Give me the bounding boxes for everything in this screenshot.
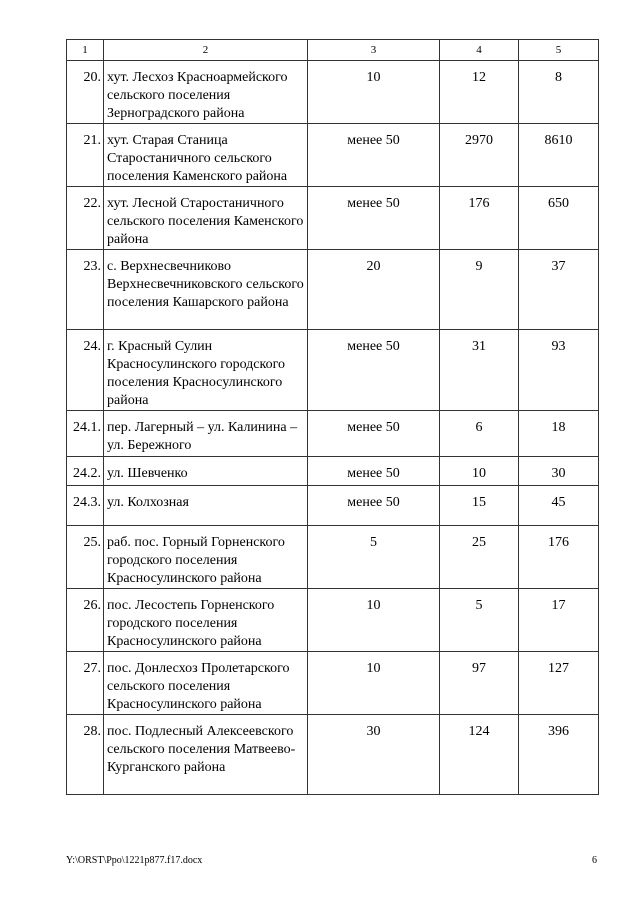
row-number: 23. [67, 250, 104, 330]
row-col-3: менее 50 [308, 486, 440, 526]
header-col-2: 2 [104, 40, 308, 61]
row-col-4: 6 [440, 411, 519, 457]
row-number: 28. [67, 715, 104, 795]
row-col-3: 5 [308, 526, 440, 589]
table-row [67, 411, 599, 457]
table-header-row [67, 40, 599, 61]
row-col-5: 18 [519, 411, 599, 457]
table-row [67, 715, 599, 795]
row-col-5: 176 [519, 526, 599, 589]
row-col-5: 93 [519, 330, 599, 411]
data-table [66, 39, 599, 795]
row-number: 24.3. [67, 486, 104, 526]
table-row [67, 486, 599, 526]
table-row [67, 330, 599, 411]
table-row [67, 526, 599, 589]
table-row [67, 61, 599, 124]
row-name: ул. Шевченко [104, 457, 308, 486]
row-col-4: 15 [440, 486, 519, 526]
row-col-3: менее 50 [308, 187, 440, 250]
row-name: пос. Лесостепь Горненского городского поселения Красносулинского района [104, 589, 308, 652]
footer-page-number: 6 [592, 855, 597, 866]
row-col-4: 10 [440, 457, 519, 486]
row-col-4: 97 [440, 652, 519, 715]
row-number: 20. [67, 61, 104, 124]
table-row [67, 124, 599, 187]
row-col-3: менее 50 [308, 411, 440, 457]
row-col-5: 127 [519, 652, 599, 715]
row-number: 26. [67, 589, 104, 652]
row-col-5: 37 [519, 250, 599, 330]
row-col-5: 17 [519, 589, 599, 652]
row-name: с. Верхнесвечниково Верхнесвечниковского сельского поселения Кашарского района [104, 250, 308, 330]
row-name: ул. Колхозная [104, 486, 308, 526]
row-col-4: 124 [440, 715, 519, 795]
row-number: 27. [67, 652, 104, 715]
row-col-3: менее 50 [308, 457, 440, 486]
table-row [67, 457, 599, 486]
row-col-4: 25 [440, 526, 519, 589]
table-row [67, 250, 599, 330]
row-col-3: 10 [308, 61, 440, 124]
row-col-5: 45 [519, 486, 599, 526]
row-number: 21. [67, 124, 104, 187]
row-col-5: 8 [519, 61, 599, 124]
row-name: пер. Лагерный – ул. Калинина – ул. Бережного [104, 411, 308, 457]
row-col-3: менее 50 [308, 124, 440, 187]
table-row [67, 589, 599, 652]
row-col-4: 5 [440, 589, 519, 652]
row-col-5: 30 [519, 457, 599, 486]
row-col-4: 9 [440, 250, 519, 330]
row-name: раб. пос. Горный Горненского городского поселения Красносулинского района [104, 526, 308, 589]
row-col-3: 10 [308, 652, 440, 715]
row-number: 25. [67, 526, 104, 589]
header-col-3: 3 [308, 40, 440, 61]
row-number: 24.1. [67, 411, 104, 457]
row-col-4: 12 [440, 61, 519, 124]
row-col-5: 8610 [519, 124, 599, 187]
row-number: 24.2. [67, 457, 104, 486]
row-col-3: 20 [308, 250, 440, 330]
table-row [67, 187, 599, 250]
header-col-1: 1 [67, 40, 104, 61]
row-col-4: 31 [440, 330, 519, 411]
table-row [67, 652, 599, 715]
row-number: 22. [67, 187, 104, 250]
row-col-5: 650 [519, 187, 599, 250]
row-name: пос. Подлесный Алексеевского сельского поселения Матвеево-Курганского района [104, 715, 308, 795]
footer-file-path: Y:\ORST\Ppo\1221p877.f17.docx [66, 855, 203, 866]
row-name: хут. Лесхоз Красноармейского сельского поселения Зерноградского района [104, 61, 308, 124]
row-name: хут. Старая Станица Старостаничного сельского поселения Каменского района [104, 124, 308, 187]
row-col-4: 176 [440, 187, 519, 250]
row-col-4: 2970 [440, 124, 519, 187]
row-col-3: менее 50 [308, 330, 440, 411]
row-col-5: 396 [519, 715, 599, 795]
row-number: 24. [67, 330, 104, 411]
row-col-3: 30 [308, 715, 440, 795]
header-col-5: 5 [519, 40, 599, 61]
row-name: г. Красный Сулин Красносулинского городского поселения Красносулинского района [104, 330, 308, 411]
row-col-3: 10 [308, 589, 440, 652]
header-col-4: 4 [440, 40, 519, 61]
row-name: хут. Лесной Старостаничного сельского поселения Каменского района [104, 187, 308, 250]
row-name: пос. Донлесхоз Пролетарского сельского поселения Красносулинского района [104, 652, 308, 715]
